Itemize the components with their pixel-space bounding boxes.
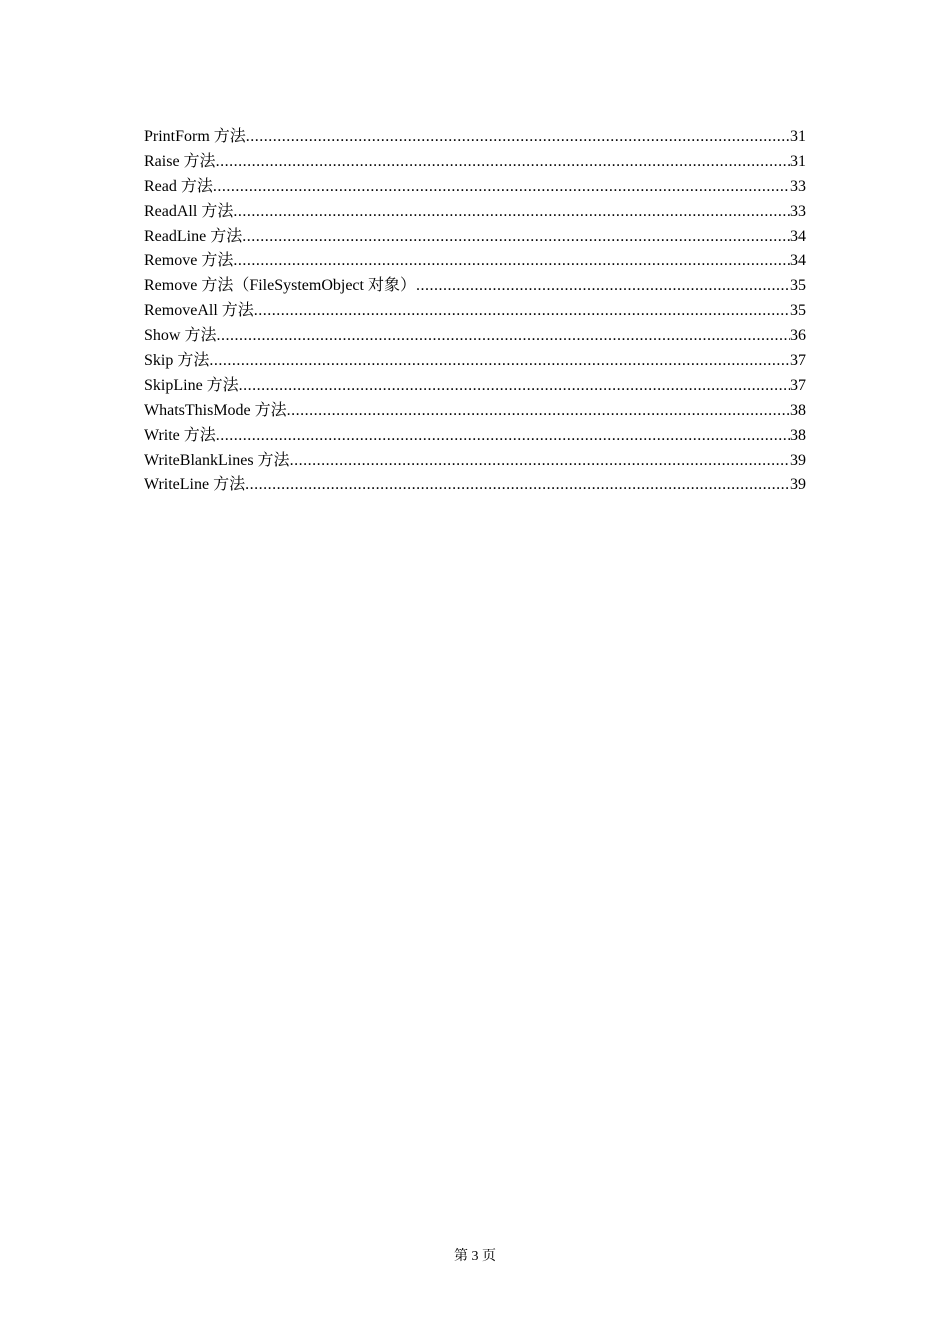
toc-dot-leader xyxy=(209,349,790,374)
toc-entry-title: WhatsThisMode 方法 xyxy=(144,401,287,419)
toc-dot-leader xyxy=(290,449,790,474)
toc-entry-title: WriteBlankLines 方法 xyxy=(144,451,290,469)
toc-entry-page: 34 xyxy=(790,227,806,245)
toc-entry-page: 34 xyxy=(790,252,806,270)
toc-entry-page: 33 xyxy=(790,202,806,220)
toc-entry-page: 37 xyxy=(790,352,806,370)
toc-entry[interactable] xyxy=(144,374,806,399)
toc-dot-leader xyxy=(239,374,790,399)
toc-dot-leader xyxy=(233,200,790,225)
toc-entry-page: 39 xyxy=(790,451,806,469)
page-footer xyxy=(0,1247,950,1267)
toc-entry-page: 33 xyxy=(790,177,806,195)
toc-entry-title: PrintForm 方法 xyxy=(144,128,246,145)
toc-entry[interactable] xyxy=(144,424,806,449)
toc-entry-page: 35 xyxy=(790,302,806,320)
toc-entry-page: 38 xyxy=(790,401,806,419)
toc-entry[interactable] xyxy=(144,349,806,374)
toc-entry[interactable] xyxy=(144,249,806,274)
toc-entry[interactable] xyxy=(144,449,806,474)
toc-entry-title: WriteLine 方法 xyxy=(144,476,246,494)
toc-dot-leader xyxy=(254,299,790,324)
toc-entry-title: Write 方法 xyxy=(144,426,216,444)
toc-entry-page: 36 xyxy=(790,327,806,345)
toc-entry-page: 31 xyxy=(790,128,806,145)
toc-dot-leader xyxy=(216,424,790,449)
table-of-contents xyxy=(144,125,806,498)
toc-dot-leader xyxy=(287,399,790,424)
toc-dot-leader xyxy=(233,249,790,274)
toc-entry-title: Skip 方法 xyxy=(144,352,210,370)
toc-entry-title: Remove 方法 xyxy=(144,252,234,270)
toc-entry[interactable] xyxy=(144,324,806,349)
toc-entry-page: 37 xyxy=(790,376,806,394)
toc-entry-page: 35 xyxy=(790,277,806,295)
toc-entry-title: SkipLine 方法 xyxy=(144,376,239,394)
toc-dot-leader xyxy=(242,225,790,250)
toc-dot-leader xyxy=(245,473,790,498)
toc-entry-title: ReadLine 方法 xyxy=(144,227,243,245)
toc-entry[interactable] xyxy=(144,399,806,424)
toc-entry[interactable] xyxy=(144,175,806,200)
toc-entry[interactable] xyxy=(144,200,806,225)
toc-entry-page: 39 xyxy=(790,476,806,494)
toc-entry-page: 38 xyxy=(790,426,806,444)
toc-entry[interactable] xyxy=(144,225,806,250)
toc-entry-title: RemoveAll 方法 xyxy=(144,302,254,320)
toc-entry-title: ReadAll 方法 xyxy=(144,202,234,220)
toc-entry-title: Raise 方法 xyxy=(144,152,216,170)
toc-entry[interactable] xyxy=(144,274,806,299)
toc-dot-leader xyxy=(216,324,790,349)
toc-entry-title: Show 方法 xyxy=(144,327,217,345)
toc-entry[interactable] xyxy=(144,125,806,150)
toc-entry[interactable] xyxy=(144,150,806,175)
toc-dot-leader xyxy=(216,150,790,175)
toc-entry-page: 31 xyxy=(790,152,806,170)
toc-dot-leader xyxy=(246,125,790,150)
toc-entry[interactable] xyxy=(144,299,806,324)
toc-entry-title: Read 方法 xyxy=(144,177,213,195)
toc-entry-title: Remove 方法（FileSystemObject 对象） xyxy=(144,277,416,295)
toc-entry[interactable] xyxy=(144,473,806,498)
page-number-label: 第 3 页 xyxy=(454,1249,496,1264)
toc-dot-leader xyxy=(416,274,790,299)
toc-dot-leader xyxy=(213,175,790,200)
